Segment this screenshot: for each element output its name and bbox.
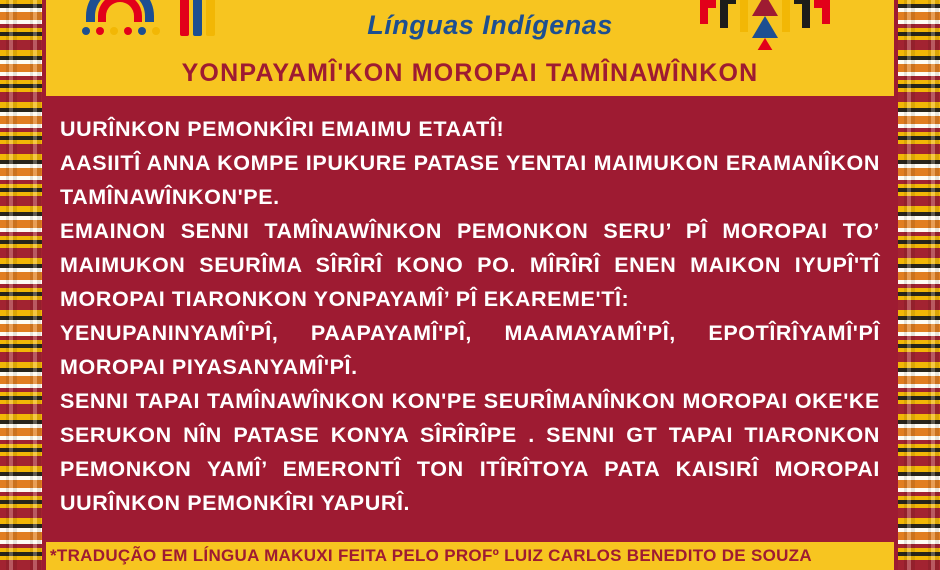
body-paragraph: EMAINON SENNI TAMÎNAWÎNKON PEMONKON SERU’ PÎ MOROPAI TO’ MAIMUKON SEURÎMA SÎRÎRÎ KONO PO. MÎRÎRÎ ENEN MAIKON IYUPÎ'TÎ MOROPAI TIARONKON YONPAYAMÎ’ PÎ EKAREME'TÎ: <box>60 219 880 311</box>
body-paragraph: UURÎNKON PEMONKÎRI EMAIMU ETAATÎ! <box>60 117 505 141</box>
border-divider-right <box>894 0 898 570</box>
decorative-border-right <box>898 0 940 570</box>
footer <box>46 542 894 570</box>
header-title: Línguas Indígenas <box>367 9 613 40</box>
body-panel <box>46 96 894 542</box>
header <box>46 0 894 50</box>
logo-dots-icon <box>80 24 160 40</box>
banner-title: YONPAYAMÎ'KON MOROPAI TAMÎNAWÎNKON <box>181 58 759 87</box>
body-paragraph: AASIITÎ ANNA KOMPE IPUKURE PATASE YENTAI MAIMUKON ERAMANÎKON TAMÎNAWÎNKON'PE. <box>60 151 880 209</box>
logo-bars-icon <box>180 0 214 36</box>
body-paragraph: YENUPANINYAMÎ'PÎ, PAAPAYAMÎ'PÎ, MAAMAYAMÎ'PÎ, EPOTÎRÎYAMÎ'PÎ MOROPAI PIYASANYAMÎ'PÎ. <box>60 321 880 379</box>
body-paragraph: SENNI TAPAI TAMÎNAWÎNKON KON'PE SEURÎMANÎNKON MOROPAI OKE'KE SERUKON NÎN PATASE KONYA SÎRÎRÎPE . SENNI GT TAPAI TIARONKON PEMONKON YAMÎ’ EMERONTÎ TON ITÎRÎTOYA PATA KAISIRÎ MOROPAI UURÎNKON PEMONKÎRI YAPURÎ. <box>60 389 880 515</box>
logo-inner-arc-icon <box>98 0 142 22</box>
banner <box>46 50 894 96</box>
decorative-border-left <box>0 0 42 570</box>
translation-credit-note: *TRADUÇÃO EM LÍNGUA MAKUXI FEITA PELO PROFº LUIZ CARLOS BENEDITO DE SOUZA <box>50 546 812 565</box>
